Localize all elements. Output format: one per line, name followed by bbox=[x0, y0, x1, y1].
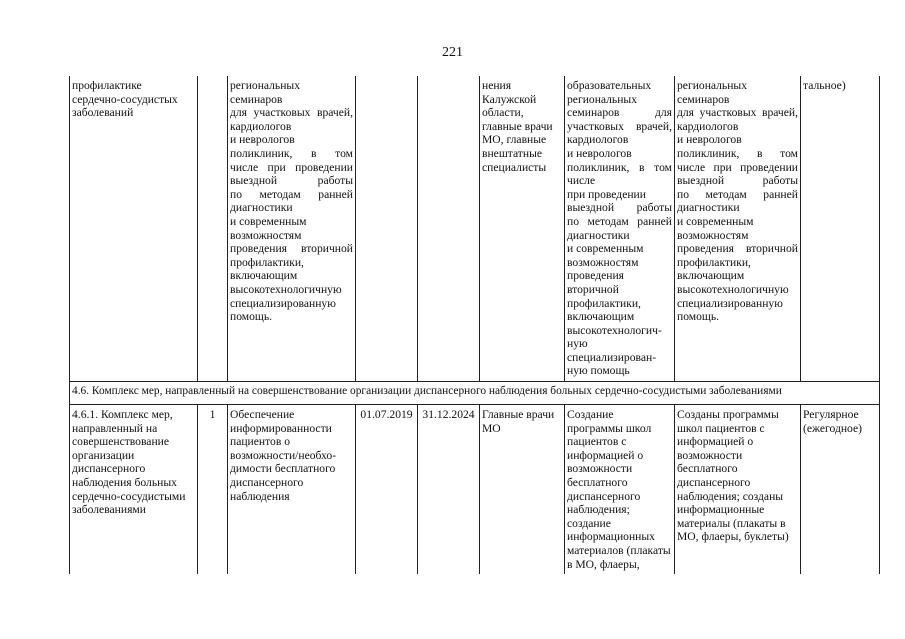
cell-text-line: заболеваниями bbox=[72, 503, 146, 517]
cell-expected-result bbox=[565, 405, 675, 575]
cell-text-line: региональных bbox=[230, 79, 301, 92]
cell-text-line: информированности bbox=[230, 421, 332, 435]
cell-text-line: материалов (плакаты bbox=[567, 543, 671, 557]
cell-text-line: выездной работы bbox=[677, 174, 798, 188]
cell-text-line: высокотехнологичную bbox=[230, 282, 342, 296]
cell-text-line: Обеспечение bbox=[230, 408, 295, 421]
cell-periodicity bbox=[801, 76, 880, 382]
cell-text-line: по методам ранней bbox=[677, 187, 798, 201]
cell-text-line: сердечно-сосудистыми bbox=[72, 489, 186, 503]
cell-text-line: создание bbox=[567, 516, 611, 530]
cell-text-line: числе при проведении bbox=[677, 160, 798, 174]
cell-text-line: по методам ранней bbox=[230, 187, 353, 201]
cell-number: 1 bbox=[198, 405, 228, 575]
cell-text-line: (ежегодное) bbox=[803, 421, 862, 435]
cell-text-line: кардиологов bbox=[230, 119, 292, 133]
cell-text-line: для участковых врачей, bbox=[677, 106, 798, 120]
cell-text-line: высокотехнологич- bbox=[567, 323, 662, 337]
cell-activity-content bbox=[228, 405, 356, 575]
cell-text-line: помощь. bbox=[677, 310, 720, 324]
cell-text-line: кардиологов bbox=[677, 119, 739, 133]
cell-text-line: диспансерного bbox=[230, 475, 304, 489]
cell-text-line: поликлиник, в том bbox=[567, 160, 672, 174]
cell-text-line: информационные bbox=[677, 503, 765, 517]
cell-text-line: проведения bbox=[567, 269, 624, 283]
cell-text-line: возможности bbox=[567, 462, 633, 476]
cell-text-line: возможностям bbox=[677, 228, 749, 242]
cell-text-line: по методам ранней bbox=[567, 214, 672, 228]
cell-text-line: семинаров bbox=[677, 92, 730, 106]
cell-text-line: диагностики bbox=[677, 201, 740, 215]
cell-text-line: и неврологов bbox=[677, 133, 742, 147]
cell-text-line: ную помощь bbox=[567, 364, 630, 378]
cell-text-line: димости бесплатного bbox=[230, 462, 336, 476]
cell-text-line: Главные врачи bbox=[482, 408, 555, 421]
cell-text-line: и современным bbox=[230, 214, 307, 228]
cell-text-line: МО, главные bbox=[482, 133, 547, 147]
cell-text-line: числе при проведении bbox=[230, 160, 353, 174]
cell-text-line: при проведении bbox=[567, 187, 646, 201]
cell-text-line: включающим bbox=[677, 269, 745, 283]
table-row-continued bbox=[70, 76, 880, 382]
cell-text-line: диспансерного bbox=[72, 462, 146, 476]
cell-text-line: и современным bbox=[677, 214, 754, 228]
cell-text-line: числе bbox=[567, 174, 596, 188]
cell-text-line: информацией о bbox=[567, 448, 644, 462]
cell-result-indicator bbox=[675, 405, 801, 575]
cell-text-line: материалы (плакаты в bbox=[677, 516, 786, 530]
cell-text-line: образовательных bbox=[567, 79, 652, 92]
cell-end-date bbox=[418, 76, 480, 382]
cell-text-line: совершенствование bbox=[72, 435, 169, 449]
cell-text-line: тальное) bbox=[803, 79, 846, 92]
section-heading: 4.6. Комплекс мер, направленный на совершенствование организации диспансерного наблюдения больных сердечно-сосудистыми заболеваниями bbox=[70, 382, 880, 405]
cell-text-line: Созданы программы bbox=[677, 408, 779, 421]
cell-text-line: и современным bbox=[567, 242, 644, 256]
cell-text-line: организации bbox=[72, 448, 135, 462]
cell-text-line: кардиологов bbox=[567, 133, 629, 147]
cell-text-line: семинаров для bbox=[567, 106, 672, 120]
cell-text-line: наблюдения bbox=[230, 489, 290, 503]
cell-text-line: программы школ bbox=[567, 421, 652, 435]
cell-text-line: региональных bbox=[677, 79, 748, 92]
cell-text-line: бесплатного bbox=[677, 462, 738, 476]
cell-text-line: выездной работы bbox=[230, 174, 353, 188]
cell-text-line: профилактики, bbox=[567, 296, 641, 310]
cell-periodicity bbox=[801, 405, 880, 575]
cell-text-line: семинаров bbox=[230, 92, 283, 106]
cell-text-line: диагностики bbox=[230, 201, 293, 215]
cell-text-line: профилактики, bbox=[230, 255, 304, 269]
cell-text-line: возможности bbox=[677, 448, 743, 462]
cell-text-line: МО, флаеры, буклеты) bbox=[677, 530, 789, 544]
cell-text-line: пациентов о bbox=[230, 435, 290, 449]
cell-text-line: Калужской bbox=[482, 92, 537, 106]
cell-text-line: школ пациентов с bbox=[677, 421, 765, 435]
page-number: 221 bbox=[442, 45, 463, 60]
cell-text-line: выездной работы bbox=[567, 201, 672, 215]
cell-text-line: Регулярное bbox=[803, 408, 859, 421]
cell-text-line: вторичной bbox=[567, 282, 619, 296]
cell-text-line: проведения вторичной bbox=[230, 242, 353, 256]
cell-text-line: специалисты bbox=[482, 160, 547, 174]
cell-text-line: профилактики, bbox=[677, 255, 751, 269]
cell-start-date bbox=[356, 76, 418, 382]
cell-result-indicator bbox=[675, 76, 801, 382]
cell-text-line: Создание bbox=[567, 408, 614, 421]
cell-activity-name bbox=[70, 405, 198, 575]
table-row-item bbox=[70, 405, 880, 575]
cell-text-line: специализирован- bbox=[567, 350, 657, 364]
cell-text-line: сердечно-сосудистых bbox=[72, 92, 178, 106]
cell-text-line: МО bbox=[482, 421, 501, 435]
cell-responsible bbox=[480, 76, 565, 382]
cell-text-line: профилактике bbox=[72, 79, 142, 92]
cell-text-line: направленный на bbox=[72, 421, 158, 435]
cell-text-line: 4.6.1. Комплекс мер, bbox=[72, 408, 173, 421]
cell-end-date: 31.12.2024 bbox=[418, 405, 480, 575]
cell-text-line: области, bbox=[482, 106, 524, 120]
cell-activity-name bbox=[70, 76, 198, 382]
cell-text-line: и неврологов bbox=[230, 133, 295, 147]
cell-text-line: диспансерного bbox=[567, 489, 641, 503]
cell-text-line: поликлиник, в том bbox=[677, 146, 798, 160]
cell-text-line: возможности/необхо- bbox=[230, 448, 337, 462]
cell-text-line: проведения вторичной bbox=[677, 242, 798, 256]
cell-text-line: в МО, флаеры, bbox=[567, 557, 640, 571]
table-row-section bbox=[70, 382, 880, 405]
cell-text-line: включающим bbox=[567, 310, 635, 324]
cell-text-line: заболеваний bbox=[72, 106, 134, 120]
cell-text-line: наблюдения; bbox=[567, 503, 630, 517]
cell-text-line: пациентов с bbox=[567, 435, 627, 449]
cell-text-line: ную bbox=[567, 337, 588, 351]
cell-responsible bbox=[480, 405, 565, 575]
cell-text-line: бесплатного bbox=[567, 475, 628, 489]
cell-text-line: диагностики bbox=[567, 228, 630, 242]
cell-start-date: 01.07.2019 bbox=[356, 405, 418, 575]
cell-text-line: главные врачи bbox=[482, 119, 553, 133]
cell-text-line: помощь. bbox=[230, 310, 273, 324]
cell-text-line: участковых врачей, bbox=[567, 119, 672, 133]
cell-text-line: информационных bbox=[567, 530, 655, 544]
cell-text-line: и неврологов bbox=[567, 146, 632, 160]
cell-text-line: возможностям bbox=[567, 255, 639, 269]
cell-number bbox=[198, 76, 228, 382]
cell-text-line: специализированную bbox=[677, 296, 783, 310]
cell-text-line: для участковых врачей, bbox=[230, 106, 353, 120]
cell-text-line: наблюдения больных bbox=[72, 475, 177, 489]
cell-activity-content bbox=[228, 76, 356, 382]
cell-text-line: высокотехнологичную bbox=[677, 282, 789, 296]
cell-text-line: диспансерного bbox=[677, 475, 751, 489]
cell-text-line: региональных bbox=[567, 92, 638, 106]
cell-expected-result bbox=[565, 76, 675, 382]
cell-text-line: нения bbox=[482, 79, 512, 92]
cell-text-line: внештатные bbox=[482, 146, 543, 160]
cell-text-line: поликлиник, в том bbox=[230, 146, 353, 160]
cell-text-line: наблюдения; созданы bbox=[677, 489, 784, 503]
cell-text-line: возможностям bbox=[230, 228, 302, 242]
cell-text-line: информацией о bbox=[677, 435, 754, 449]
cell-text-line: специализированную bbox=[230, 296, 336, 310]
program-table bbox=[69, 76, 880, 574]
cell-text-line: включающим bbox=[230, 269, 298, 283]
